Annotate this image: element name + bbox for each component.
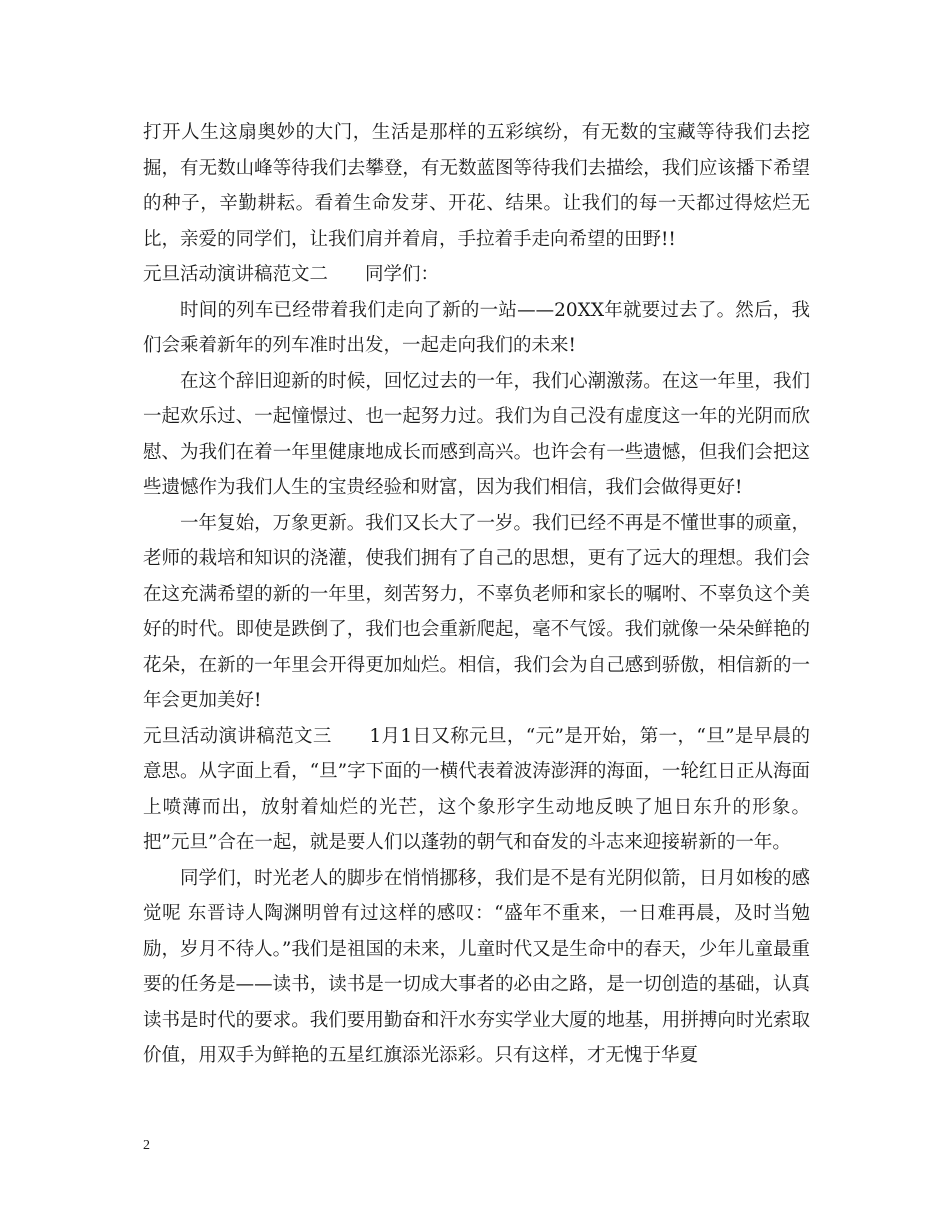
paragraph: 一年复始，万象更新。我们又长大了一岁。我们已经不再是不懂世事的顽童，老师的栽培和知识的浇灌，使我们拥有了自己的思想，更有了远大的理想。我们会在这充满希望的新的一年里，刻苦努力，不辜负老师和家长的嘱咐、不辜负这个美好的时代。即使是跌倒了，我们也会重新爬起，毫不气馁。我们就像一朵朵鲜艳的花朵，在新的一年里会开得更加灿烂。相信，我们会为自己感到骄傲，相信新的一年会更加美好! — [143, 512, 810, 711]
paragraph: 同学们，时光老人的脚步在悄悄挪移，我们是不是有光阴似箭，日月如梭的感觉呢 东晋诗人陶渊明曾有过这样的感叹：“盛年不重来，一日难再晨，及时当勉励，岁月不待人。”我们是祖国的未来，儿童时代又是生命中的春天，少年儿童最重要的任务是——读书，读书是一切成大事者的必由之路，是一切创造的基础，认真读书是时代的要求。我们要用勤奋和汗水夯实学业大厦的地基，用拼搏向时光索取价值，用双手为鲜艳的五星红旗添光添彩。只有这样，才无愧于华夏 — [143, 867, 810, 1066]
section-heading-two: 元旦活动演讲稿范文二 同学们： — [143, 264, 440, 285]
section-heading-three: 元旦活动演讲稿范文三 1月1日又称元旦，“元”是开始，第一，“旦”是早晨的意思。从字面上看，“旦”字下面的一横代表着波涛澎湃的海面，一轮红日正从海面上喷薄而出，放射着灿烂的光芒，这个象形字生动地反映了旭日东升的形象。把”元旦”合在一起，就是要人们以蓬勃的朝气和奋发的斗志来迎接崭新的一年。 — [143, 725, 810, 853]
page-number: 2 — [143, 1138, 150, 1153]
paragraph-continuation: 打开人生这扇奥妙的大门，生活是那样的五彩缤纷，有无数的宝藏等待我们去挖掘，有无数山峰等待我们去攀登，有无数蓝图等待我们去描绘，我们应该播下希望的种子，辛勤耕耘。看着生命发芽、开花、结果。让我们的每一天都过得炫烂无比，亲爱的同学们，让我们肩并着肩，手拉着手走向希望的田野!! — [143, 122, 810, 250]
paragraph: 在这个辞旧迎新的时候，回忆过去的一年，我们心潮激荡。在这一年里，我们一起欢乐过、一起憧憬过、也一起努力过。我们为自己没有虚度这一年的光阴而欣慰、为我们在着一年里健康地成长而感到高兴。也许会有一些遗憾，但我们会把这些遗憾作为我们人生的宝贵经验和财富，因为我们相信，我们会做得更好! — [143, 370, 810, 498]
paragraph: 时间的列车已经带着我们走向了新的一站——20XX年就要过去了。然后，我们会乘着新年的列车准时出发，一起走向我们的未来! — [143, 299, 810, 356]
body-text — [143, 115, 810, 1074]
